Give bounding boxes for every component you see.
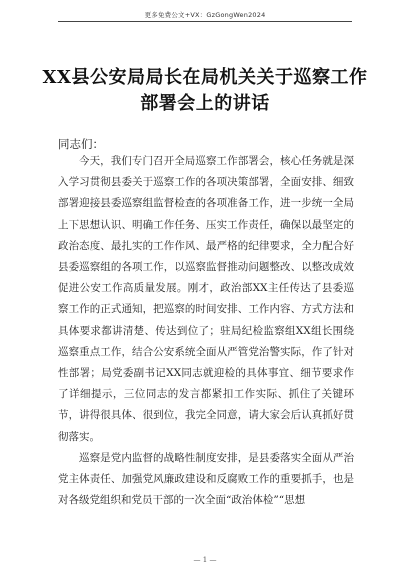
body-paragraph-1: 今天，我们专门召开全局巡察工作部署会，核心任务就是深入学习贯彻县委关于巡察工作的各项决策部署，全面安排、细致部署迎接县委巡察组监督检查的各项准备工作，进一步统一全局上下思想认识、明确工作任务、压实工作责任，确保以最坚定的政治态度、最扎实的工作作风、最严格的纪律要求，全力配合好县委巡察组的各项工作，以巡察监督推动问题整改、以整改成效促进公安工作高质量发展。刚才，政治部XX主任传达了县委巡察工作的正式通知，把巡察的时间安排、工作内容、方式方法和具体要求都讲清楚、传达到位了；驻局纪检监察组XX组长围绕巡察重点工作，结合公安系统全面从严管党治警实际，作了针对性部署；局党委副书记XX同志就迎检的具体事宜、细节要求作了详细提示，三位同志的发言都紧扣工作实际、抓住了关键环节，讲得很具体、很到位，我完全同意，请大家会后认真抓好贯彻落实。 [58,155,354,443]
document-title: XX县公安局局长在局机关关于巡察工作部署会上的讲话 [42,67,368,114]
header-divider [58,21,352,22]
body-paragraph-2: 巡察是党内监督的战略性制度安排，是县委落实全面从严治党主体责任、加强党风廉政建设和反腐败工作的重要抓手，也是对各级党组织和党员干部的一次全面“政治体检”“思想 [58,451,354,507]
page-header-promo: 更多免费公文+VX：GzGongWen2024 [144,11,266,19]
document-body [58,151,354,511]
salutation: 同志们： [58,137,104,151]
page-number: — 1 — [193,556,217,564]
